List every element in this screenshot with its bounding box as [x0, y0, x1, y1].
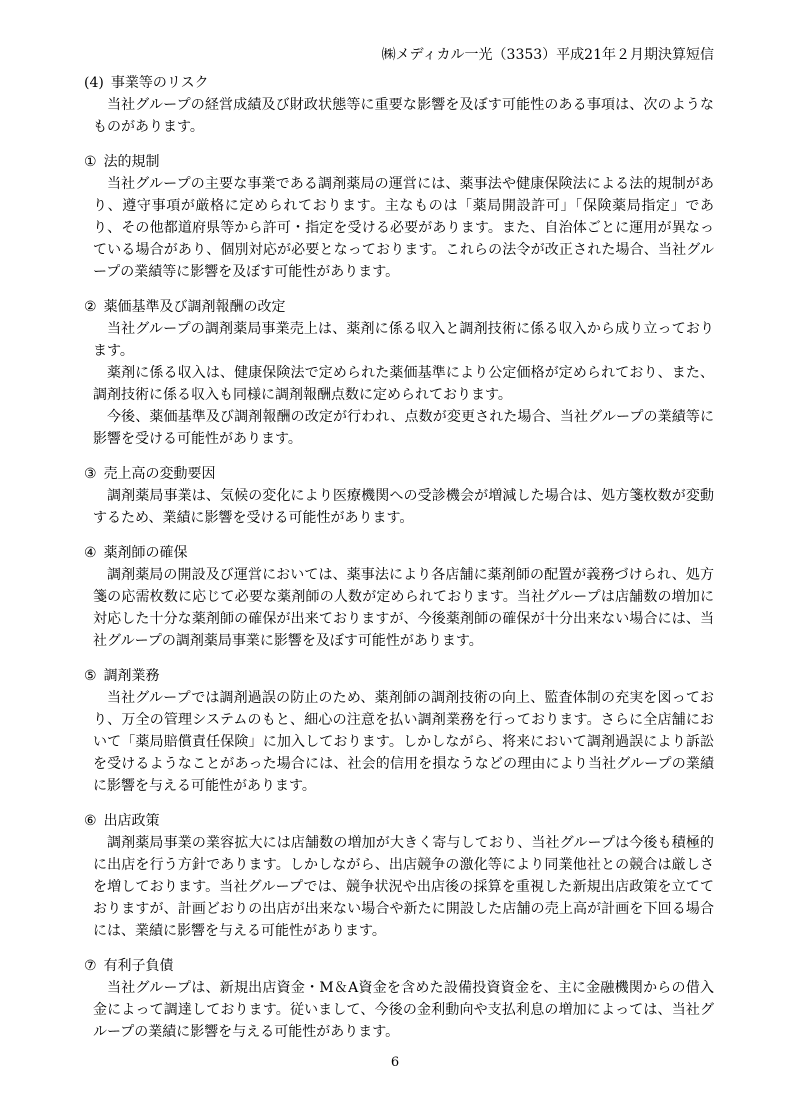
section-title: 事業等のリスク	[110, 75, 209, 91]
risk-item-heading	[84, 542, 714, 564]
risk-item-heading	[84, 463, 714, 485]
risk-item-heading	[84, 665, 714, 687]
paragraph: 当社グループは、新規出店資金・M＆A資金を含めた設備投資資金を、主に金融機関からの借入金によって調達しております。従いまして、今後の金利動向や支払利息の増加によっては、当社グループの業績に影響を与える可能性があります。	[93, 980, 714, 1040]
risk-item-heading	[84, 296, 714, 318]
risk-item-heading	[84, 151, 714, 173]
paragraph: 今後、薬価基準及び調剤報酬の改定が行われ、点数が変更された場合、当社グループの業績等に影響を受ける可能性があります。	[93, 409, 714, 447]
item-title: 法的規制	[103, 154, 160, 170]
paragraph: 当社グループの調剤薬局事業売上は、薬剤に係る収入と調剤技術に係る収入から成り立っております。	[93, 321, 714, 359]
item-number: ⑦	[84, 958, 97, 974]
risk-item-heading	[84, 810, 714, 832]
risk-item-legal-regulation	[84, 151, 714, 283]
section-label: (4)	[84, 75, 104, 91]
risk-item-store-opening-policy	[84, 810, 714, 942]
section-intro-paragraph: 当社グループの経営成績及び財政状態等に重要な影響を及ぼす可能性のある事項は、次のようなものがあります。	[93, 97, 714, 135]
document-header: ㈱メディカル一光（3353）平成21年２月期決算短信	[381, 47, 714, 63]
risk-item-heading	[84, 955, 714, 977]
paragraph: 調剤薬局事業の業容拡大には店舗数の増加が大きく寄与しており、当社グループは今後も積極的に出店を行う方針であります。しかしながら、出店競争の激化等により同業他社との競合は厳しさを増しております。当社グループでは、競争状況や出店後の採算を重視した新規出店政策を立てておりますが、計画どおりの出店が出来ない場合や新たに開設した店舗の売上高が計画を下回る場合には、業績に影響を与える可能性があります。	[93, 835, 714, 939]
risk-item-pharmacist-securing	[84, 542, 714, 652]
section-heading	[84, 72, 714, 94]
item-number: ①	[84, 154, 97, 170]
risk-item-dispensing-operations	[84, 665, 714, 797]
risk-item-drug-price-revision	[84, 296, 714, 450]
item-title: 薬剤師の確保	[103, 545, 188, 561]
item-title: 売上高の変動要因	[103, 466, 216, 482]
item-number: ⑤	[84, 668, 97, 684]
item-title: 薬価基準及び調剤報酬の改定	[103, 299, 286, 315]
item-title: 有利子負債	[103, 958, 174, 974]
item-title: 出店政策	[103, 813, 160, 829]
item-title: 調剤業務	[103, 668, 160, 684]
item-number: ③	[84, 466, 97, 482]
risk-item-sales-fluctuation	[84, 463, 714, 529]
risk-item-interest-bearing-debt	[84, 955, 714, 1043]
paragraph: 調剤薬局の開設及び運営においては、薬事法により各店舗に薬剤師の配置が義務づけられ、処方箋の応需枚数に応じて必要な薬剤師の人数が定められております。当社グループは店舗数の増加に対応した十分な薬剤師の確保が出来ておりますが、今後薬剤師の確保が十分出来ない場合には、当社グループの調剤薬局事業に影響を及ぼす可能性があります。	[93, 567, 714, 649]
paragraph: 当社グループでは調剤過誤の防止のため、薬剤師の調剤技術の向上、監査体制の充実を図っており、万全の管理システムのもと、細心の注意を払い調剤業務を行っております。さらに全店舗において「薬局賠償責任保険」に加入しております。しかしながら、将来において調剤過誤により訴訟を受けるようなことがあった場合には、社会的信用を損なうなどの理由により当社グループの業績に影響を与える可能性があります。	[93, 690, 714, 794]
paragraph: 調剤薬局事業は、気候の変化により医療機関への受診機会が増減した場合は、処方箋枚数が変動するため、業績に影響を受ける可能性があります。	[93, 488, 714, 526]
paragraph: 薬剤に係る収入は、健康保険法で定められた薬価基準により公定価格が定められており、また、調剤技術に係る収入も同様に調剤報酬点数に定められております。	[93, 365, 714, 403]
item-number: ②	[84, 299, 97, 315]
item-number: ⑥	[84, 813, 97, 829]
page-number: 6	[390, 1055, 400, 1070]
paragraph: 当社グループの主要な事業である調剤薬局の運営には、薬事法や健康保険法による法的規制があり、遵守事項が厳格に定められております。主なものは「薬局開設許可」「保険薬局指定」であり、その他都道府県等から許可・指定を受ける必要があります。また、自治体ごとに運用が異なっている場合があり、個別対応が必要となっております。これらの法令が改正された場合、当社グループの業績等に影響を及ぼす可能性があります。	[93, 176, 714, 280]
item-number: ④	[84, 545, 97, 561]
